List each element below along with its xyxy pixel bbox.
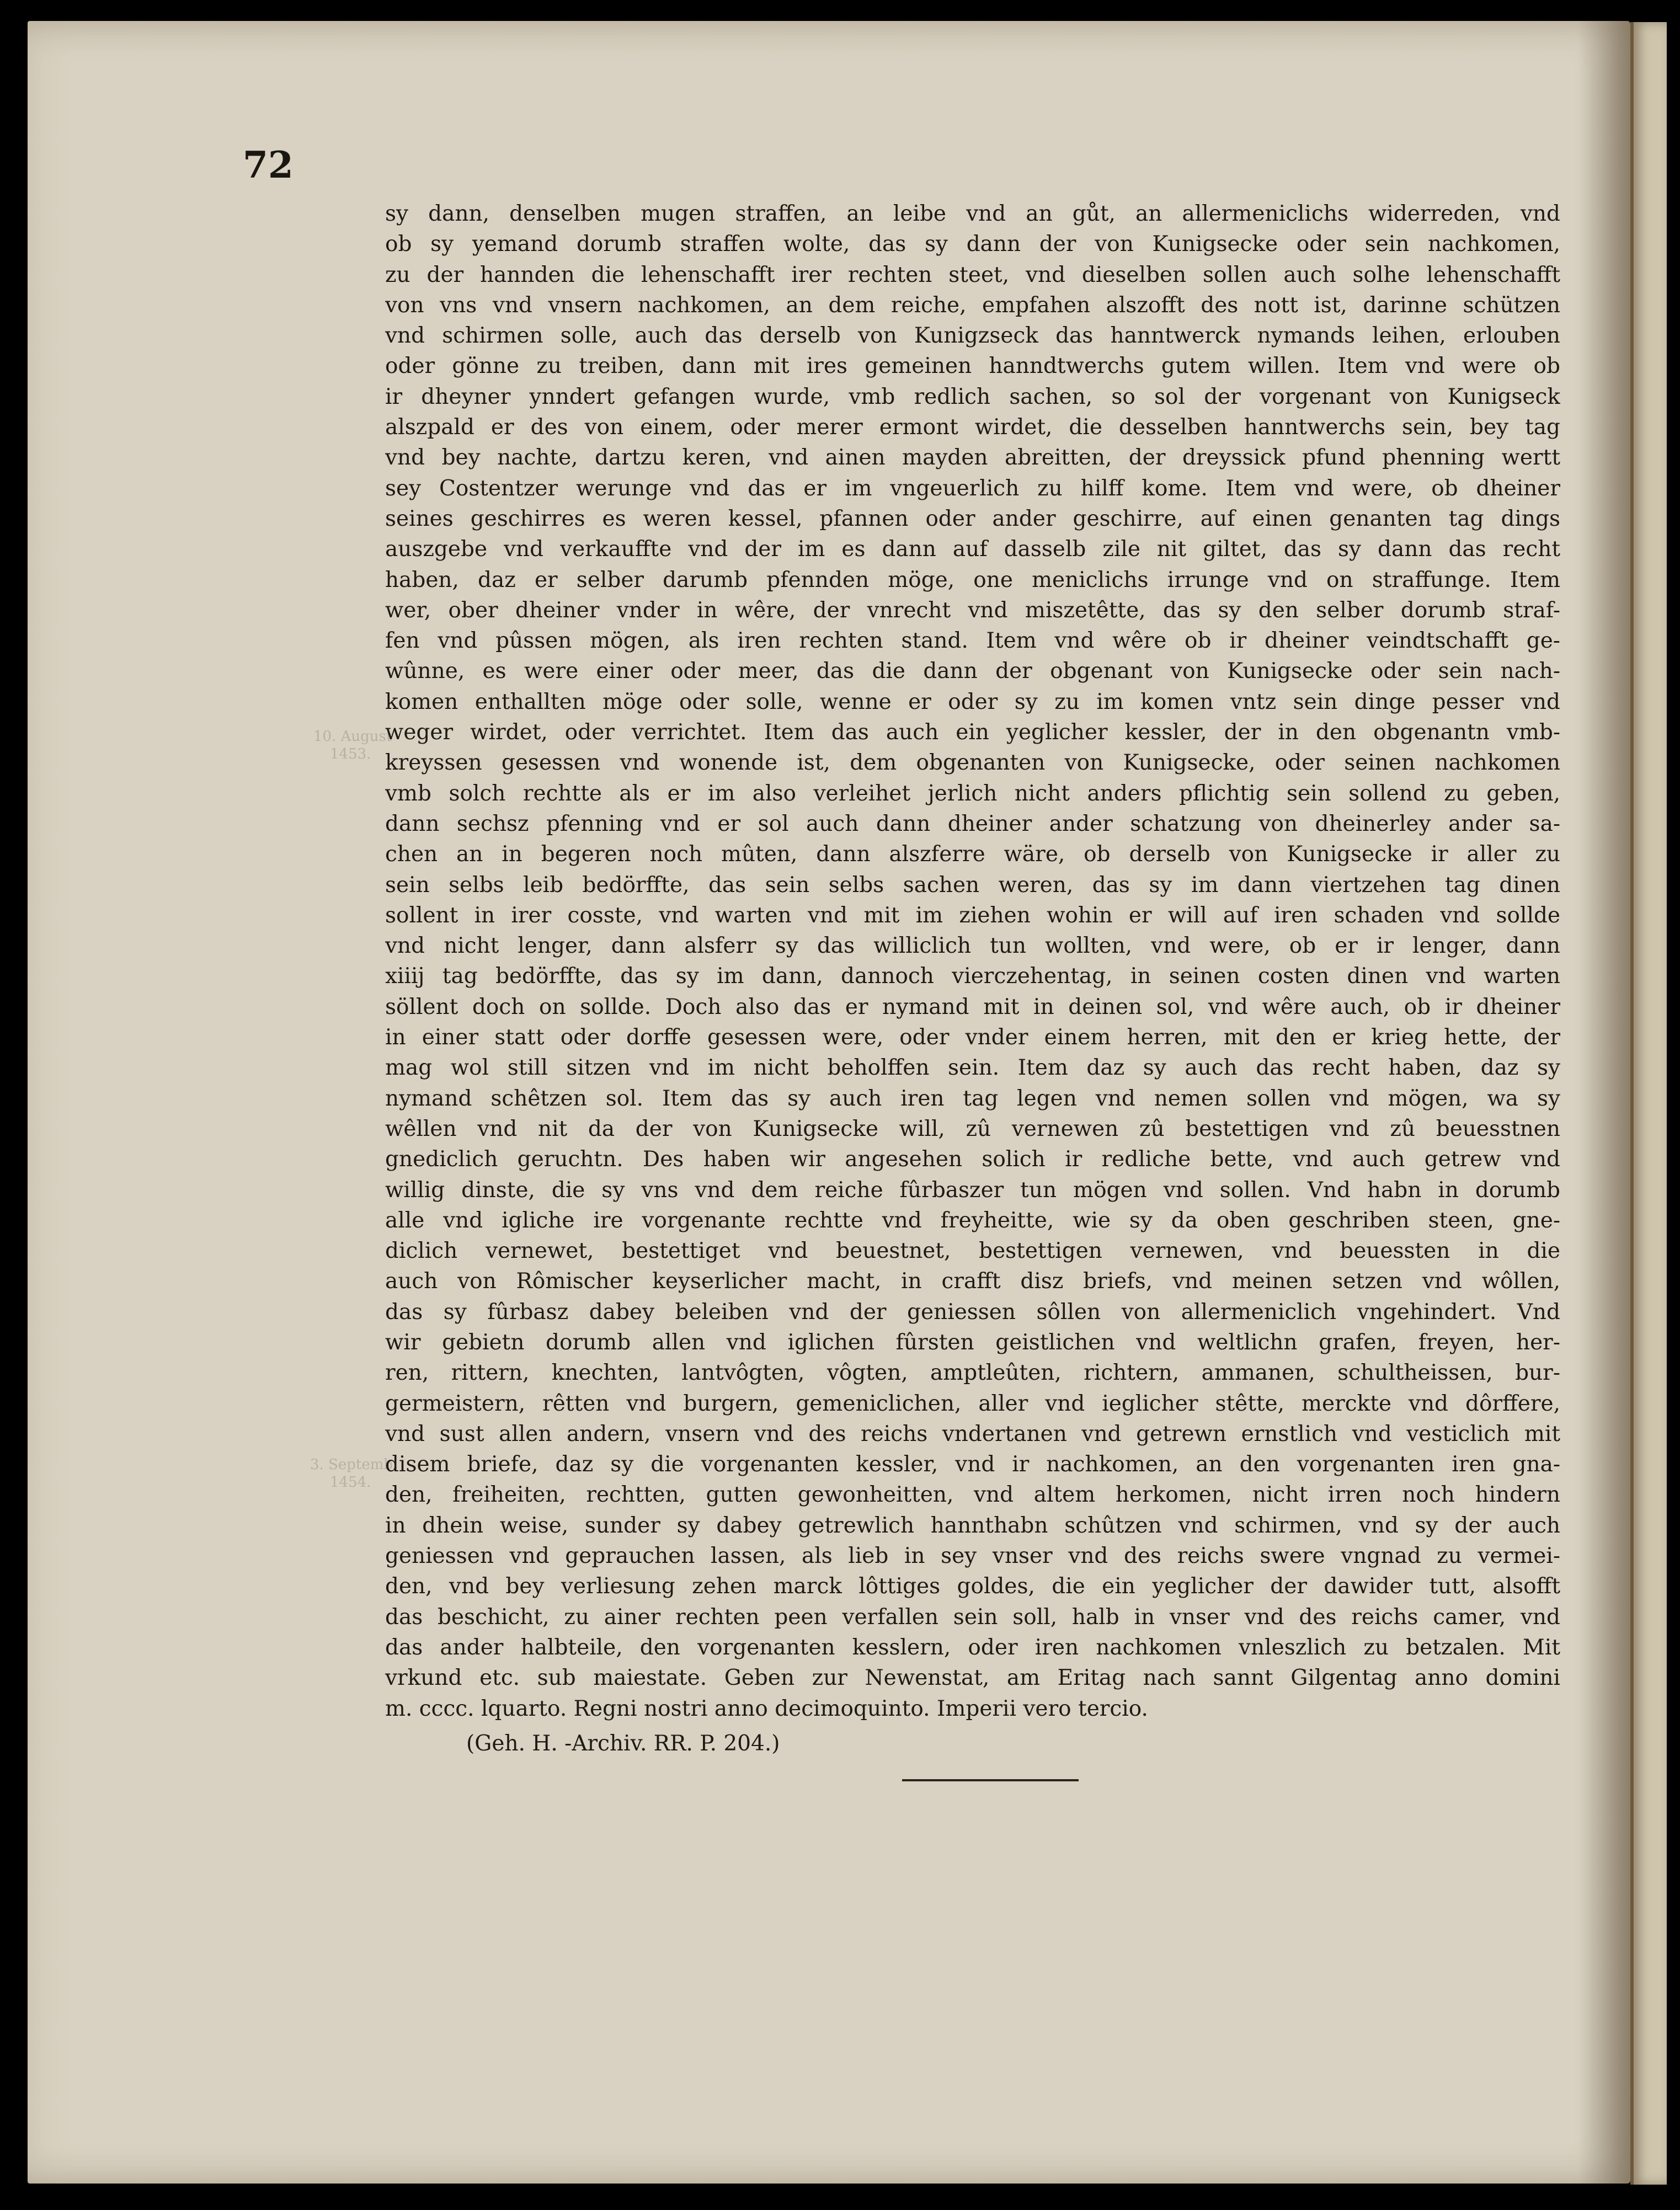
text-line: nymand schêtzen sol. Item das sy auch iren tag legen vnd nemen sollen vnd mögen, wa sy: [385, 1086, 1560, 1111]
page-number: 72: [243, 143, 294, 186]
text-line: vrkund etc. sub maiestate. Geben zur Newenstat, am Eritag nach sannt Gilgentag anno domini: [385, 1665, 1560, 1691]
text-line: willig dinste, die sy vns vnd dem reiche fûrbaszer tun mögen vnd sollen. Vnd habn in dorumb: [385, 1177, 1560, 1203]
text-line: germeistern, rêtten vnd burgern, gemeniclichen, aller vnd ieglicher stêtte, merckte vnd dôrffere,: [385, 1391, 1560, 1416]
text-line: komen enthallten möge oder solle, wenne er oder sy zu im komen vntz sein dinge pesser vnd: [385, 689, 1560, 714]
text-line: vnd schirmen solle, auch das derselb von Kunigzseck das hanntwerck nymands leihen, erlouben: [385, 323, 1560, 349]
text-line: xiiij tag bedörffte, das sy im dann, dannoch vierczehentag, in seinen costen dinen vnd warten: [385, 964, 1560, 989]
text-line: auszgebe vnd verkauffte vnd der im es dann auf dasselb zile nit giltet, das sy dann das recht: [385, 537, 1560, 562]
text-line: vnd bey nachte, dartzu keren, vnd ainen mayden abreitten, der dreyssick pfund phenning wertt: [385, 445, 1560, 471]
body-text: [385, 199, 1560, 1724]
text-line: fen vnd pûssen mögen, als iren rechten stand. Item vnd wêre ob ir dheiner veindtschafft ge-: [385, 628, 1560, 654]
text-line: wir gebietn dorumb allen vnd iglichen fûrsten geistlichen vnd weltlichn grafen, freyen, her-: [385, 1330, 1560, 1355]
text-line: den, vnd bey verliesung zehen marck lôttiges goldes, die ein yeglicher der dawider tutt, alsofft: [385, 1574, 1560, 1599]
text-line: weger wirdet, oder verrichtet. Item das auch ein yeglicher kessler, der in den obgenantn vmb-: [385, 720, 1560, 745]
text-line: gnediclich geruchtn. Des haben wir angesehen solich ir redliche bette, vnd auch getrew vnd: [385, 1147, 1560, 1172]
text-line: diclich vernewet, bestettiget vnd beuestnet, bestettigen vernewen, vnd beuessten in die: [385, 1239, 1560, 1264]
text-line: ren, rittern, knechten, lantvôgten, vôgten, amptleûten, richtern, ammanen, schultheissen, bur-: [385, 1360, 1560, 1386]
text-line: das ander halbteile, den vorgenanten kesslern, oder iren nachkomen vnleszlich zu betzalen. Mit: [385, 1635, 1560, 1660]
text-line: wer, ober dheiner vnder in wêre, der vnrecht vnd miszetêtte, das sy den selber dorumb straf-: [385, 597, 1560, 623]
text-line: geniessen vnd geprauchen lassen, als lieb in sey vnser vnd des reichs swere vngnad zu vermei-: [385, 1544, 1560, 1569]
text-line: alle vnd igliche ire vorgenante rechtte vnd freyheitte, wie sy da oben geschriben steen, gne-: [385, 1208, 1560, 1233]
text-line: zu der hannden die lehenschafft irer rechten steet, vnd dieselben sollen auch solhe lehenschafft: [385, 262, 1560, 287]
text-line: sein selbs leib bedörffte, das sein selbs sachen weren, das sy im dann viertzehen tag dinen: [385, 872, 1560, 898]
text-line: in dhein weise, sunder sy dabey getrewlich hannthabn schûtzen vnd schirmen, vnd sy der auch: [385, 1513, 1560, 1538]
text-line: dann sechsz pfenning vnd er sol auch dann dheiner ander schatzung von dheinerley ander sa-: [385, 811, 1560, 836]
text-line: kreyssen gesessen vnd wonende ist, dem obgenanten von Kunigsecke, oder seinen nachkomen: [385, 750, 1560, 776]
text-line: chen an in begeren noch mûten, dann alszferre wäre, ob derselb von Kunigsecke ir aller zu: [385, 842, 1560, 867]
text-line: mag wol still sitzen vnd im nicht beholffen sein. Item daz sy auch das recht haben, daz sy: [385, 1055, 1560, 1081]
text-line: m. cccc. lquarto. Regni nostri anno decimoquinto. Imperii vero tercio.: [385, 1696, 1148, 1721]
end-rule: [902, 1779, 1079, 1781]
text-line: das beschicht, zu ainer rechten peen verfallen sein soll, halb in vnser vnd des reichs camer, vnd: [385, 1604, 1560, 1630]
text-line: wêllen vnd nit da der von Kunigsecke will, zû vernewen zû bestettigen vnd zû beuesstnen: [385, 1116, 1560, 1141]
text-line: söllent doch on sollde. Doch also das er nymand mit in deinen sol, vnd wêre auch, ob ir dheiner: [385, 994, 1560, 1019]
text-line: vnd nicht lenger, dann alsferr sy das williclich tun wollten, vnd were, ob er ir lenger, dann: [385, 933, 1560, 959]
gutter-shadow: [1578, 21, 1630, 2184]
text-line: oder gönne zu treiben, dann mit ires gemeinen hanndtwerchs gutem willen. Item vnd were ob: [385, 354, 1560, 379]
text-line: alszpald er des von einem, oder merer ermont wirdet, die desselben hanntwerchs sein, bey tag: [385, 415, 1560, 440]
next-page-edge: [1630, 22, 1667, 2185]
margin-note-date: 10. August: [313, 728, 392, 745]
text-line: von vns vnd vnsern nachkomen, an dem reiche, empfahen alszofft des nott ist, darinne schützen: [385, 292, 1560, 318]
text-line: sy dann, denselben mugen straffen, an leibe vnd an gůt, an allermeniclichs widerreden, vnd: [385, 201, 1560, 226]
text-line: disem briefe, daz sy die vorgenanten kessler, vnd ir nachkomen, an den vorgenanten iren gna-: [385, 1452, 1560, 1477]
text-line: ir dheyner ynndert gefangen wurde, vmb redlich sachen, so sol der vorgenant von Kunigseck: [385, 384, 1560, 409]
text-line: den, freiheiten, rechtten, gutten gewonheitten, vnd altem herkomen, nicht irren noch hindern: [385, 1482, 1560, 1508]
text-line: seines geschirres es weren kessel, pfannen oder ander geschirre, auf einen genanten tag dings: [385, 506, 1560, 531]
text-line: ob sy yemand dorumb straffen wolte, das sy dann der von Kunigsecke oder sein nachkomen,: [385, 232, 1560, 257]
text-line: haben, daz er selber darumb pfennden möge, one meniclichs irrunge vnd on straffunge. Item: [385, 567, 1560, 592]
archive-citation: (Geh. H. -Archiv. RR. P. 204.): [466, 1731, 780, 1756]
text-line: sollent in irer cosste, vnd warten vnd mit im ziehen wohin er will auf iren schaden vnd sollde: [385, 903, 1560, 928]
text-line: sey Costentzer werunge vnd das er im vngeuerlich zu hilff kome. Item vnd were, ob dheiner: [385, 476, 1560, 501]
text-line: auch von Rômischer keyserlicher macht, in crafft disz briefs, vnd meinen setzen vnd wôllen,: [385, 1269, 1560, 1294]
margin-note-year: 1454.: [330, 1474, 371, 1491]
text-line: wûnne, es were einer oder meer, das die dann der obgenant von Kunigsecke oder sein nach-: [385, 659, 1560, 684]
text-line: in einer statt oder dorffe gesessen were, oder vnder einem herren, mit den er krieg hette, der: [385, 1025, 1560, 1050]
text-line: vnd sust allen andern, vnsern vnd des reichs vndertanen vnd getrewn ernstlich vnd vesticlich mit: [385, 1421, 1560, 1446]
margin-note-year: 1453.: [330, 746, 371, 762]
text-line: das sy fûrbasz dabey beleiben vnd der geniessen sôllen von allermeniclich vngehindert. Vnd: [385, 1299, 1560, 1325]
margin-note-date: 3. Septemb.: [310, 1456, 398, 1473]
text-line: vmb solch rechtte als er im also verleihet jerlich nicht anders pflichtig sein sollend zu geben,: [385, 781, 1560, 806]
